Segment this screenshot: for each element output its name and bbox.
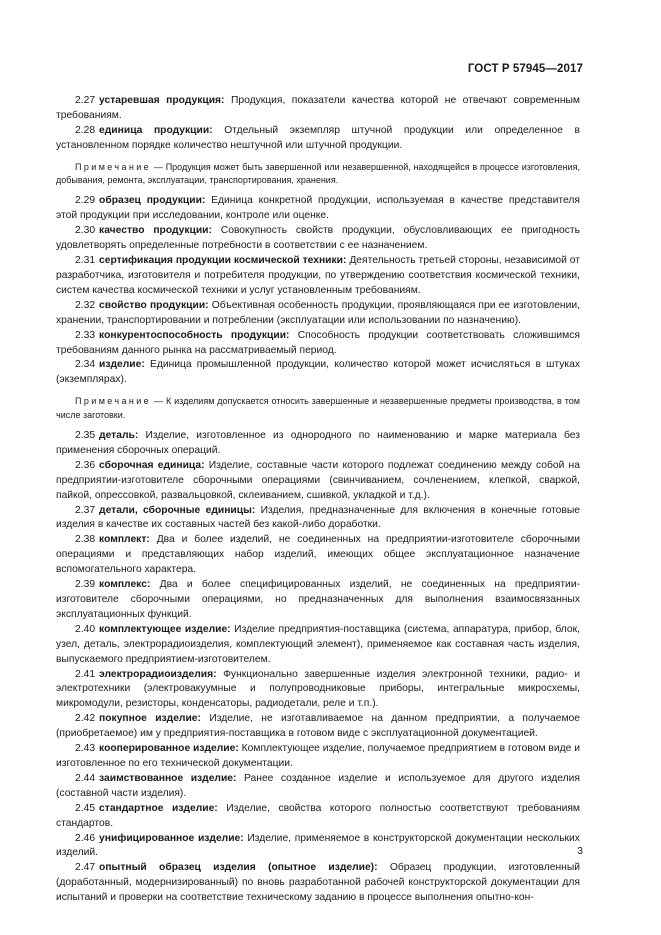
definitions-group-a <box>56 94 580 154</box>
item-number: 2.37 <box>75 504 96 516</box>
item-number: 2.40 <box>75 623 96 635</box>
item-number: 2.28 <box>75 124 96 136</box>
document-body <box>56 94 580 906</box>
item-term: свойство продукции: <box>99 299 209 311</box>
item-definition: Изделие, свойства которого полностью соответствуют требованиям стандартов. <box>56 802 580 829</box>
item-definition: Изделие, изготовленное из однородного по наименованию и марке материала без применения сборочных операций. <box>56 430 580 456</box>
item-number: 2.31 <box>75 255 96 267</box>
item-definition: Изделия, предназначенные для включения в конечные готовые изделия в качестве их составных частей без какой-либо доработки. <box>56 504 580 531</box>
note-label: Примечание <box>75 161 152 172</box>
item-definition: Изделие предприятия-поставщика (система, аппаратура, прибор, блок, узел, деталь, электрорадиоизделия, комплектующий элемент), применяемое как составная часть изделия, выпускаемого предприятием-изготовителем. <box>56 623 580 665</box>
definition-item <box>56 504 580 534</box>
definition-item <box>56 329 580 359</box>
item-term: конкурентоспособность продукции: <box>99 329 290 341</box>
item-term: электрорадиоизделия: <box>99 668 217 680</box>
item-term: заимствованное изделие: <box>99 772 237 784</box>
item-number: 2.29 <box>75 195 96 207</box>
definition-item <box>56 533 580 578</box>
definition-item <box>56 802 580 832</box>
definition-item <box>56 429 580 459</box>
definition-item <box>56 94 580 124</box>
item-number: 2.34 <box>75 359 96 371</box>
item-number: 2.46 <box>75 832 96 844</box>
item-definition: Изделие, составные части которого подлежат соединению между собой на предприятии-изготовителе сборочными операциями (свинчиванием, сочленением, клепкой, сваркой, пайкой, опрессовкой, развальцовкой, склеиванием, сшивкой, укладкой и т.д.). <box>56 459 580 501</box>
item-term: опытный образец изделия (опытное изделие): <box>99 862 378 874</box>
item-number: 2.44 <box>75 772 96 784</box>
item-number: 2.32 <box>75 299 96 311</box>
item-number: 2.38 <box>75 534 96 546</box>
note-label: Примечание <box>75 396 152 407</box>
note-text: — К изделиям допускается относить завершенные и незавершенные предметы производства, в том числе заготовки. <box>56 396 580 420</box>
definition-item <box>56 299 580 329</box>
item-term: сертификация продукции космической техники: <box>99 255 347 267</box>
item-term: устаревшая продукция: <box>99 95 225 106</box>
definition-item <box>56 861 580 906</box>
item-term: комплектующее изделие: <box>99 623 231 635</box>
definition-item <box>56 224 580 254</box>
item-term: кооперированное изделие: <box>99 743 239 755</box>
definition-item <box>56 459 580 504</box>
item-definition: Образец продукции, изготовленный (доработанный, модернизированный) по вновь разработанной рабочей конструкторской документации для испытаний и проверки на соответствие техническому заданию в процессе выполнения опытно-кон- <box>56 862 580 904</box>
item-number: 2.35 <box>75 430 96 442</box>
page-number: 3 <box>577 846 583 857</box>
definitions-group-b <box>56 194 580 388</box>
item-definition: Продукция, показатели качества которой не отвечают современным требованиям. <box>56 95 580 121</box>
item-definition: Два и более изделий, не соединенных на предприятии-изготовителе сборочными операциями и представляющих набор изделий, имеющих общее эксплуатационное назначение вспомогательного характера. <box>56 534 580 576</box>
item-term: единица продукции: <box>99 124 213 136</box>
note-text: — Продукция может быть завершенной или незавершенной, находящейся в процессе изготовления, добывания, ремонта, эксплуатации, транспортирования, хранения. <box>56 161 580 186</box>
item-number: 2.36 <box>75 459 96 471</box>
item-definition: Изделие, не изготавливаемое на данном предприятии, а получаемое (приобретаемое) им у предприятия-поставщика в готовом виде с эксплуатационной документацией. <box>56 713 580 740</box>
item-term: качество продукции: <box>99 225 212 237</box>
definition-item <box>56 742 580 772</box>
item-definition: Деятельность третьей стороны, независимой от разработчика, изготовителя и потребителя продукции, по утверждению соответствия космической техники, систем качества космической техники и услуг установленным требованиям. <box>56 255 580 296</box>
item-definition: Ранее созданное изделие и используемое для другого изделия (составной части изделия). <box>56 772 580 799</box>
definition-item <box>56 712 580 742</box>
item-definition: Единица конкретной продукции, используемая в качестве представителя этой продукции при исследовании, контроле или оценке. <box>56 195 580 222</box>
definitions-group-c <box>56 429 580 906</box>
item-definition: Функционально завершенные изделия электронной техники, радио- и электротехники (электровакуумные и полупроводниковые приборы, интегральные микросхемы, микромодули, резисторы, конденсаторы, радиодетали, реле и т.п.). <box>56 668 580 710</box>
item-definition: Изделие, применяемое в конструкторской документации нескольких изделий. <box>56 832 580 859</box>
item-number: 2.41 <box>75 668 96 680</box>
item-term: изделие: <box>99 359 145 371</box>
item-number: 2.30 <box>75 225 96 237</box>
definition-item <box>56 124 580 154</box>
item-term: комплект: <box>99 534 150 546</box>
note <box>56 161 580 188</box>
item-term: покупное изделие: <box>99 713 201 725</box>
item-term: унифицированное изделие: <box>99 832 244 844</box>
item-term: сборочная единица: <box>99 459 205 471</box>
item-definition: Отдельный экземпляр штучной продукции или определенное в установленном порядке количество нештучной или штучной продукции. <box>56 124 580 151</box>
item-term: детали, сборочные единицы: <box>99 504 256 516</box>
item-number: 2.45 <box>75 802 96 814</box>
definition-item <box>56 194 580 224</box>
item-number: 2.42 <box>75 713 96 725</box>
item-definition: Способность продукции соответствовать сложившимся требованиям данного рынка на рассматриваемый период. <box>56 329 580 356</box>
definition-item <box>56 832 580 862</box>
item-number: 2.43 <box>75 743 96 755</box>
item-definition: Комплектующее изделие, получаемое предприятием в готовом виде и изготовленное по его технической документации. <box>56 743 580 769</box>
note <box>56 395 580 422</box>
item-definition: Два и более специфицированных изделий, не соединенных на предприятии-изготовителе сборочными операциями, но предназначенных для выполнения взаимосвязанных эксплуатационных функций. <box>56 579 580 620</box>
definition-item <box>56 358 580 388</box>
item-number: 2.33 <box>75 329 96 341</box>
item-term: образец продукции: <box>99 195 206 207</box>
item-number: 2.27 <box>75 95 96 106</box>
definition-item <box>56 578 580 623</box>
item-term: стандартное изделие: <box>99 802 218 814</box>
item-definition: Объективная особенность продукции, проявляющаяся при ее изготовлении, хранении, транспортировании и потреблении (эксплуатации или использовании по назначению). <box>56 299 580 326</box>
definition-item <box>56 254 580 299</box>
definition-item <box>56 623 580 668</box>
item-term: комплекс: <box>99 579 151 591</box>
item-term: деталь: <box>99 430 139 442</box>
item-definition: Единица промышленной продукции, количество которой может исчисляться в штуках (экземплярах). <box>56 359 580 386</box>
item-number: 2.47 <box>75 862 96 874</box>
item-number: 2.39 <box>75 579 96 591</box>
definition-item <box>56 668 580 713</box>
item-definition: Совокупность свойств продукции, обусловливающих ее пригодность удовлетворять определенные потребности в соответствии с ее назначением. <box>56 225 580 252</box>
definition-item <box>56 772 580 802</box>
document-id: ГОСТ Р 57945—2017 <box>467 63 583 75</box>
